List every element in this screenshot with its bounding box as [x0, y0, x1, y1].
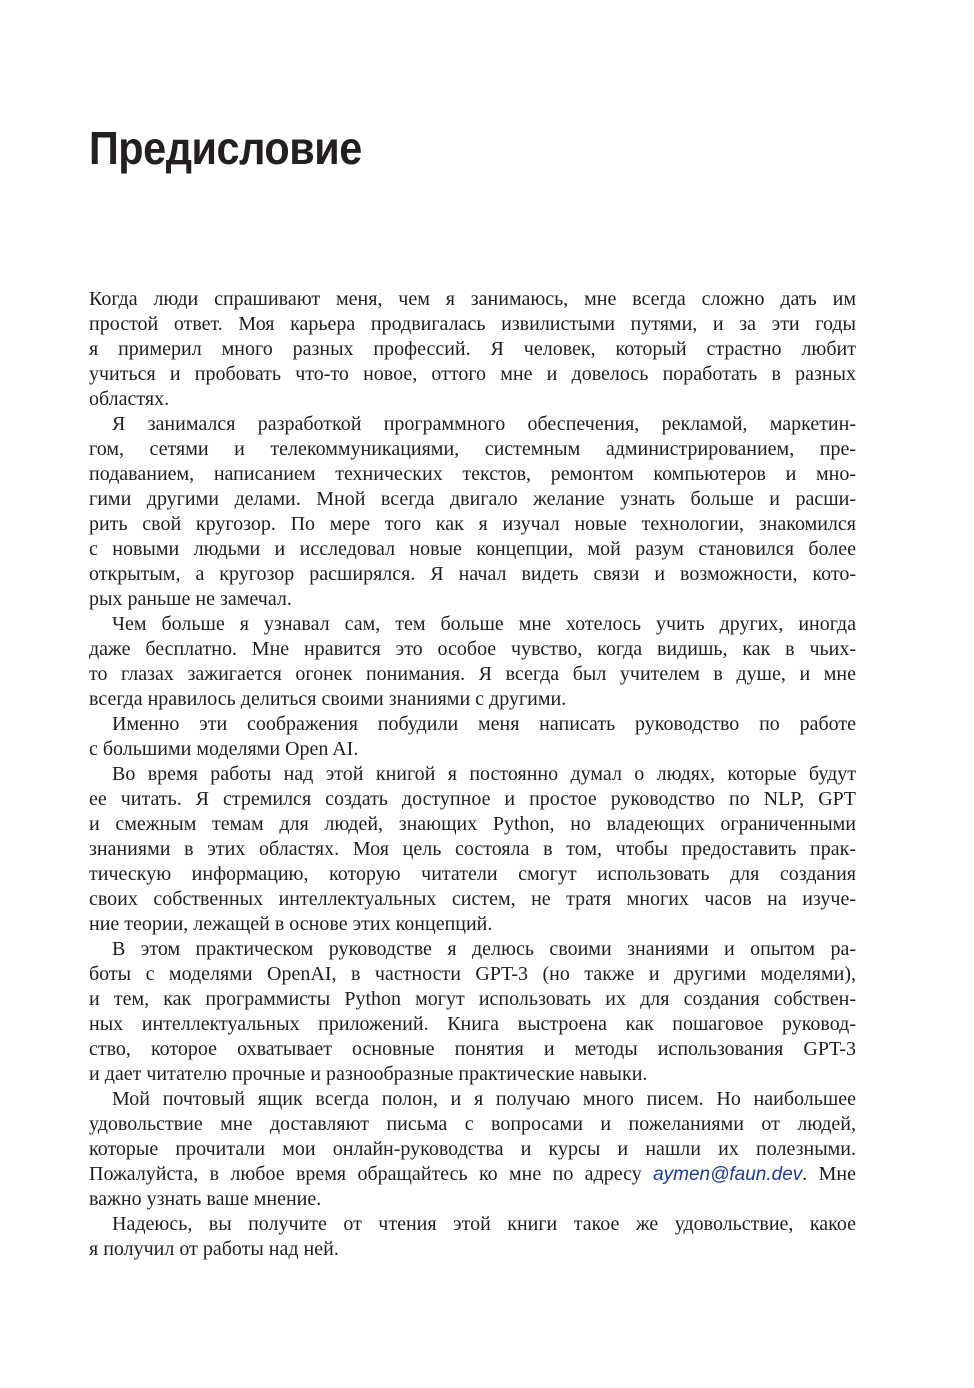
text-line: всегда нравилось делиться своими знаниями с другими.	[89, 688, 567, 710]
paragraph	[89, 937, 856, 1087]
text-line: с большими моделями Open AI.	[89, 738, 359, 760]
text-line: ство, которое охватывает основные понятия и методы использования GPT-3	[89, 1038, 856, 1060]
text-line: областях.	[89, 388, 170, 410]
paragraph	[89, 412, 856, 612]
text-line: гом, сетями и телекоммуникациями, системным администрированием, пре-	[89, 438, 856, 460]
text-line: своих собственных интеллектуальных систем, не тратя многих часов на изуче-	[89, 888, 856, 910]
text-line: Во время работы над этой книгой я постоянно думал о людях, которые будут	[112, 763, 856, 785]
text-line: удовольствие мне доставляют письма с вопросами и пожеланиями от людей,	[89, 1113, 856, 1135]
contact-text: Пожалуйста, в любое время обращайтесь ко мне по адресу	[89, 1163, 654, 1185]
email-link[interactable]: aymen@faun.dev	[653, 1164, 803, 1185]
text-line: учиться и пробовать что-то новое, оттого мне и довелось поработать в разных	[89, 363, 856, 385]
text-line: ние теории, лежащей в основе этих концепций.	[89, 913, 493, 935]
text-line: простой ответ. Моя карьера продвигалась извилистыми путями, и за эти годы	[89, 313, 856, 335]
text-line: с новыми людьми и исследовал новые концепции, мой разум становился более	[89, 538, 856, 560]
text-line: ных интеллектуальных приложений. Книга выстроена как пошаговое руковод-	[89, 1013, 856, 1035]
text-line: я примерил много разных профессий. Я человек, который страстно любит	[89, 338, 856, 360]
text-line: рить свой кругозор. По мере того как я изучал новые технологии, знакомился	[89, 513, 856, 535]
paragraph	[89, 1212, 856, 1262]
text-line: рых раньше не замечал.	[89, 588, 292, 610]
paragraph	[89, 1087, 856, 1212]
text-line: В этом практическом руководстве я делюсь своими знаниями и опытом ра-	[112, 938, 856, 960]
text-line: гими другими делами. Мной всегда двигало желание узнать больше и расши-	[89, 488, 856, 510]
text-line: Мой почтовый ящик всегда полон, и я получаю много писем. Но наибольшее	[112, 1088, 856, 1110]
text-line: я получил от работы над ней.	[89, 1238, 339, 1260]
paragraph	[89, 712, 856, 762]
text-line: и смежным темам для людей, знающих Python, но владеющих ограниченными	[89, 813, 856, 835]
paragraph	[89, 762, 856, 937]
text-line: важно узнать ваше мнение.	[89, 1188, 322, 1210]
text-line: открытым, а кругозор расширялся. Я начал видеть связи и возможности, кото-	[89, 563, 856, 585]
contact-text: . Мне	[802, 1163, 856, 1185]
text-line: Когда люди спрашивают меня, чем я занимаюсь, мне всегда сложно дать им	[89, 288, 856, 310]
text-line: Чем больше я узнавал сам, тем больше мне хотелось учить других, иногда	[112, 613, 856, 635]
text-line: Именно эти соображения побудили меня написать руководство по работе	[112, 713, 856, 735]
paragraph	[89, 612, 856, 712]
text-line: Я занимался разработкой программного обеспечения, рекламой, маркетин-	[112, 413, 856, 435]
page-title: Предисловие	[89, 122, 362, 174]
text-line: тическую информацию, которую читатели смогут использовать для создания	[89, 863, 856, 885]
text-line: то глазах зажигается огонек понимания. Я всегда был учителем в душе, и мне	[89, 663, 856, 685]
text-line: и тем, как программисты Python могут использовать их для создания собствен-	[89, 988, 856, 1010]
text-line: которые прочитали мои онлайн-руководства и курсы и нашли их полезными.	[89, 1138, 856, 1160]
text-line: и дает читателю прочные и разнообразные практические навыки.	[89, 1063, 648, 1085]
text-line: подаванием, написанием технических текстов, ремонтом компьютеров и мно-	[89, 463, 856, 485]
preface-body	[89, 287, 856, 1262]
paragraph	[89, 287, 856, 412]
text-line: знаниями в этих областях. Моя цель состояла в том, чтобы предоставить прак-	[89, 838, 856, 860]
text-line: боты с моделями OpenAI, в частности GPT-3 (но также и другими моделями),	[89, 963, 856, 985]
text-line: даже бесплатно. Мне нравится это особое чувство, когда видишь, как в чьих-	[89, 638, 856, 660]
text-line: ее читать. Я стремился создать доступное и простое руководство по NLP, GPT	[89, 788, 856, 810]
text-line	[89, 1162, 856, 1187]
text-line: Надеюсь, вы получите от чтения этой книги такое же удовольствие, какое	[112, 1213, 856, 1235]
